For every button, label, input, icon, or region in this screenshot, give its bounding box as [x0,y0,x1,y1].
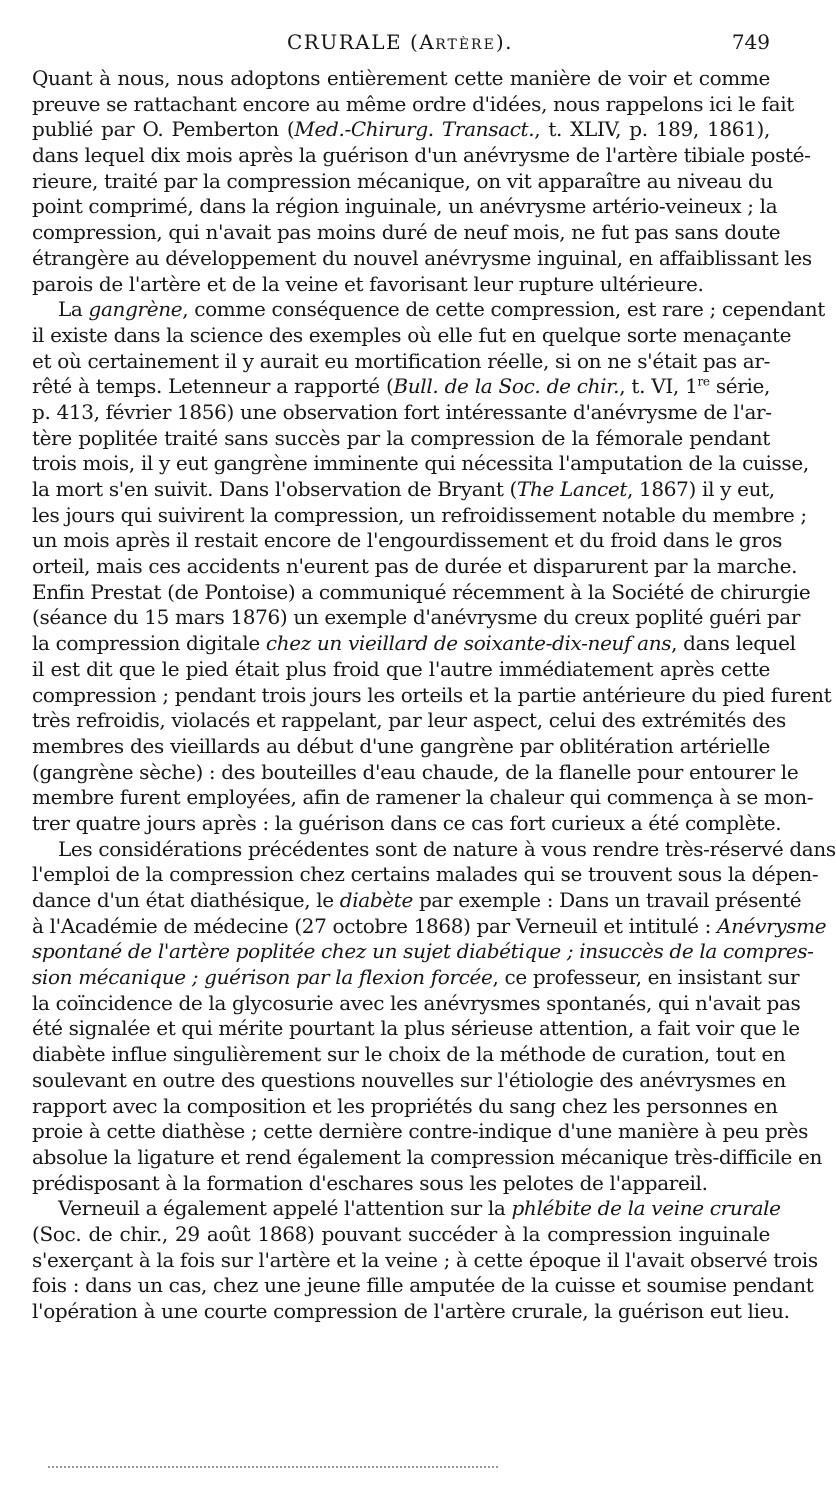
text-line [32,1067,786,1094]
text-line [32,66,770,92]
text-segment: membres des vieillards au début d'une gangrène par oblitération artérielle [32,733,770,758]
text-segment: il existe dans la science des exemples où elle fut en quelque sorte menaçante [32,322,792,347]
text-segment: Quant à nous, nous adoptons entièrement cette manière de voir et comme [32,66,770,90]
text-segment: par exemple : Dans un travail présenté [412,888,802,912]
text-segment: soulevant en outre des questions nouvelles sur l'étiologie des anévrysmes en [32,1067,786,1092]
text-line [32,297,825,323]
italic-text: spontané de l'artère poplitée chez un sujet diabétique ; insuccès de la compres- [32,939,814,964]
text-line [32,528,783,554]
text-segment: (gangrène sèche) : des bouteilles d'eau chaude, de la flanelle pour entourer le [32,759,799,784]
text-line [32,810,782,837]
text-line [32,990,801,1017]
text-line [32,1171,770,1197]
text-segment: absolue la ligature et rend également la compression mécanique très-difficile en [32,1144,823,1169]
text-line [32,220,781,246]
text-line [32,708,786,734]
text-segment: prédisposant à la formation d'eschares sous les pelotes de l'appareil. [32,1170,708,1195]
text-segment: l'opération à une courte compression de l'artère crurale, la guérison eut lieu. [32,1299,790,1323]
text-segment: très refroidis, violacés et rappelant, par leur aspect, celui des extrémités des [32,708,786,733]
text-segment: , comme conséquence de cette compression, est rare ; cependant [182,297,825,322]
text-segment: dance d'un état diathésique, le [32,888,340,912]
text-segment: Les considérations précédentes sont de nature à vous rendre très-réservé dans [58,836,836,861]
text-segment: dans lequel dix mois après la guérison d'un anévrysme de l'artère tibiale posté- [32,143,811,168]
text-segment: un mois après il restait encore de l'engourdissement et du froid dans le gros [32,528,783,553]
text-line [32,426,770,452]
italic-text: The Lancet [516,477,628,501]
text-segment: rieure, traité par la compression mécanique, on vit apparaître au niveau du [32,168,773,193]
text-segment: la mort s'en suivit. Dans l'observation de Bryant ( [32,477,517,501]
text-segment: p. 413, février 1856) une observation fort intéressante d'anévrysme de l'ar- [32,399,772,424]
text-line [32,862,819,888]
text-segment: La [58,297,89,322]
text-segment: preuve se rattachant encore au même ordre d'idées, nous rappelons ici le fait [32,91,794,116]
text-line [32,1247,818,1274]
italic-text: Bull. de la Soc. de chir. [393,374,620,399]
text-segment: point comprimé, dans la région inguinale, un anévrysme artério-veineux ; la [32,194,778,219]
text-segment: compression, qui n'avait pas moins duré de neuf mois, ne fut pas sans doute [32,220,781,245]
text-line [32,605,801,631]
italic-text: Med.-Chirurg. Transact. [294,117,535,142]
text-line [32,349,770,375]
text-segment: rapport avec la composition et les propriétés du sang chez les personnes en [32,1093,778,1118]
body-text [32,66,836,1325]
text-segment: trois mois, il y eut gangrène imminente qui nécessita l'amputation de la cuisse, [32,451,809,476]
text-line [32,451,809,477]
text-segment: orteil, mais ces accidents n'eurent pas de durée et disparurent par la marche. [32,554,798,579]
text-segment: publié par O. Pemberton ( [32,117,295,142]
running-title-main: CRURALE (A [287,30,436,54]
running-head [32,30,770,58]
italic-text: sion mécanique ; guérison par la flexion forcée [32,965,493,990]
text-segment: membre furent employées, afin de ramener la chaleur qui commença à se mon- [32,785,814,810]
text-line [32,734,770,760]
text-line [32,1144,823,1171]
text-segment: , ce professeur, en insistant sur [492,965,800,990]
text-segment: l'emploi de la compression chez certains malades qui se trouvent sous la dépen- [32,862,819,887]
text-line [32,657,770,683]
text-line [32,1222,770,1248]
text-line [32,194,778,220]
text-segment: les jours qui suivirent la compression, un refroidissement notable du membre ; [32,502,807,527]
text-segment: Verneuil a également appelé l'attention sur la [58,1196,512,1221]
text-segment: série, [709,374,770,399]
text-line [32,502,807,529]
text-segment: compression ; pendant trois jours les orteils et la partie antérieure du pied furent [32,682,832,707]
text-line [32,682,832,709]
running-title-close: ). [495,30,513,54]
text-line [32,554,798,580]
text-line [32,117,770,143]
italic-text: chez un vieillard de soixante-dix-neuf ans [265,631,672,656]
footer-rule [48,1466,498,1468]
italic-text: Anévrysme [717,913,827,938]
text-line [32,400,770,426]
text-segment: , t. VI, 1 [619,374,698,399]
running-title-smallcaps: RTÈRE [435,37,496,53]
text-segment: fois : dans un cas, chez une jeune fille amputée de la cuisse et soumise pendant [32,1273,814,1298]
text-segment: et où certainement il y aurait eu mortification réelle, si on ne s'était pas ar- [32,348,770,373]
text-segment: parois de l'artère et de la veine et favorisant leur rupture ultérieure. [32,271,704,296]
text-segment: rêté à temps. Letenneur a rapporté ( [32,374,394,399]
text-segment: , 1867) il y eut, [627,477,775,501]
text-line [32,477,775,503]
text-segment: , dans lequel [671,631,796,656]
text-segment: à l'Académie de médecine (27 octobre 1868) par Verneuil et intitulé : [32,913,718,938]
text-segment: proie à cette diathèse ; cette dernière contre-indique d'une manière à peu près [32,1119,809,1144]
text-line [32,272,770,298]
text-segment: étrangère au développement du nouvel anévrysme inguinal, en affaiblissant les [32,245,812,270]
text-line [32,374,770,400]
text-segment: il est dit que le pied était plus froid que l'autre immédiatement après cette [32,656,770,681]
text-line [32,1196,781,1222]
text-line [32,1273,814,1299]
text-segment: , t. XLIV, p. 189, 1861), [534,117,770,142]
text-line [32,785,814,811]
page-number: 749 [731,30,770,54]
running-title [287,30,513,54]
text-segment: trer quatre jours après : la guérison dans ce cas fort curieux a été complète. [32,810,782,835]
text-line [32,913,827,940]
text-line [32,1016,800,1042]
text-line [32,1119,809,1145]
text-line [32,631,796,657]
text-line [32,1042,786,1068]
text-line [32,91,794,118]
italic-text: diabète [339,888,413,912]
text-line [32,965,800,991]
text-segment: s'exerçant à la fois sur l'artère et la veine ; à cette époque il l'avait observé trois [32,1247,818,1272]
text-line [32,168,773,195]
text-line [32,836,836,863]
text-line [32,888,802,914]
text-line [32,579,811,606]
text-segment: (séance du 15 mars 1876) un exemple d'anévrysme du creux poplité guéri par [32,605,801,630]
text-segment: été signalée et qui mérite pourtant la plus sérieuse attention, a fait voir que le [32,1016,800,1041]
text-line [32,245,812,272]
text-line [32,759,799,786]
text-segment: la compression digitale [32,631,266,656]
italic-text: phlébite de la veine crurale [511,1196,781,1221]
text-segment: tère poplitée traité sans succès par la compression de la fémorale pendant [32,425,770,450]
text-segment: Enfin Prestat (de Pontoise) a communiqué récemment à la Société de chirurgie [32,579,811,604]
text-line [32,1299,790,1325]
text-line [32,939,814,965]
text-segment: la coïncidence de la glycosurie avec les anévrysmes spontanés, qui n'avait pas [32,990,801,1015]
superscript-text: re [697,374,710,389]
text-segment: diabète influe singulièrement sur le choix de la méthode de curation, tout en [32,1042,786,1067]
text-line [32,1093,778,1120]
text-line [32,322,792,349]
italic-text: gangrène [88,297,183,322]
text-segment: (Soc. de chir., 29 août 1868) pouvant succéder à la compression inguinale [32,1221,770,1246]
text-line [32,143,811,169]
